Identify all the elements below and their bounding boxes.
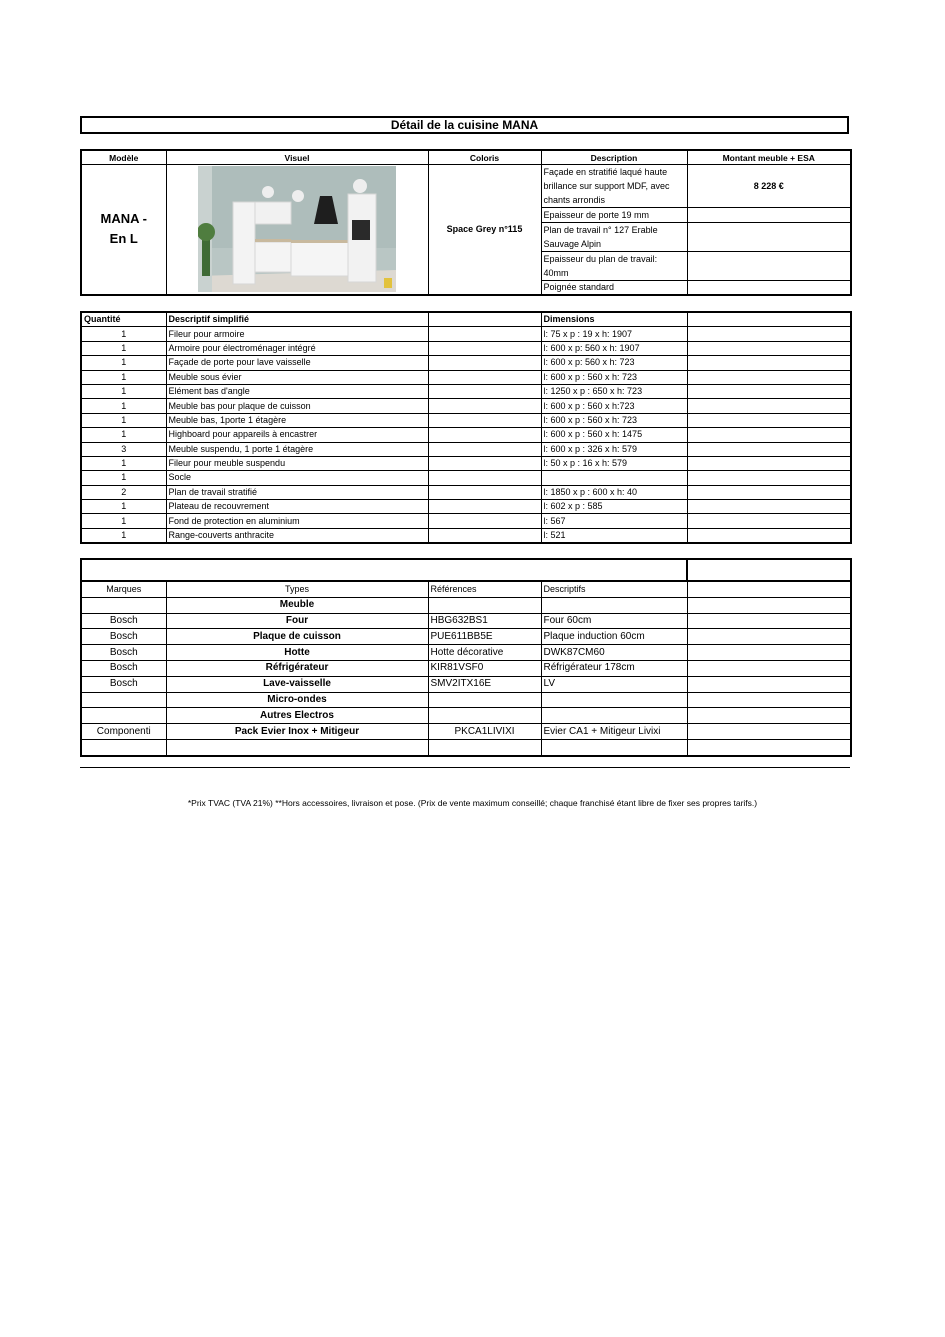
item-blank-2	[687, 370, 851, 384]
kitchen-photo	[198, 166, 396, 292]
kitchen-visual	[166, 165, 428, 295]
item-description: Façade de porte pour lave vaisselle	[166, 356, 428, 370]
appliance-brand	[81, 708, 166, 724]
appliance-brand: Bosch	[81, 660, 166, 676]
appliance-reference	[428, 692, 541, 708]
item-row	[81, 370, 851, 384]
description-2: Epaisseur de porte 19 mm	[541, 208, 687, 223]
appliance-type: Four	[166, 613, 428, 629]
appliance-descriptif: Four 60cm	[541, 613, 687, 629]
item-blank-2	[687, 500, 851, 514]
item-description: Meuble bas pour plaque de cuisson	[166, 399, 428, 413]
appliance-reference: PKCA1LIVIXI	[428, 724, 541, 740]
item-row	[81, 399, 851, 413]
item-row	[81, 528, 851, 543]
appliance-reference	[428, 739, 541, 755]
item-row	[81, 500, 851, 514]
item-description: Fileur pour meuble suspendu	[166, 456, 428, 470]
item-description: Fond de protection en aluminium	[166, 514, 428, 528]
item-quantity: 1	[81, 356, 166, 370]
item-blank	[428, 500, 541, 514]
appliance-row	[81, 629, 851, 645]
description-4: Epaisseur du plan de travail: 40mm	[541, 252, 687, 281]
items-table	[80, 311, 852, 544]
item-blank	[428, 384, 541, 398]
appliances-body	[81, 597, 851, 755]
appliance-type: Plaque de cuisson	[166, 629, 428, 645]
appliance-row	[81, 692, 851, 708]
item-row	[81, 327, 851, 341]
item-description: Range-couverts anthracite	[166, 528, 428, 543]
item-quantity: 1	[81, 413, 166, 427]
item-row	[81, 442, 851, 456]
footnote: *Prix TVAC (TVA 21%) **Hors accessoires, livraison et pose. (Prix de vente maximum conseillé; chaque franchisé étant libre de fixer ses propres tarifs.)	[187, 798, 758, 808]
appliance-descriptif	[541, 597, 687, 613]
price-empty-4	[687, 252, 851, 281]
appliance-type: Lave-vaisselle	[166, 676, 428, 692]
item-description: Armoire pour électroménager intégré	[166, 341, 428, 355]
appliance-type: Pack Evier Inox + Mitigeur	[166, 724, 428, 740]
appliance-blank	[687, 629, 851, 645]
item-blank	[428, 514, 541, 528]
appliance-blank	[687, 660, 851, 676]
item-row	[81, 384, 851, 398]
appliance-descriptif: DWK87CM60	[541, 645, 687, 661]
header-visual: Visuel	[166, 150, 428, 165]
appliance-reference	[428, 597, 541, 613]
appliance-descriptif: Evier CA1 + Mitigeur Livixi	[541, 724, 687, 740]
item-row	[81, 471, 851, 485]
header-dimensions: Dimensions	[541, 312, 687, 327]
appliance-brand: Bosch	[81, 613, 166, 629]
item-description: Plan de travail stratifié	[166, 485, 428, 499]
item-description: Meuble suspendu, 1 porte 1 étagère	[166, 442, 428, 456]
item-quantity: 1	[81, 500, 166, 514]
appliance-row	[81, 708, 851, 724]
model-line-2: En L	[109, 231, 138, 247]
item-quantity: 1	[81, 456, 166, 470]
item-blank	[428, 528, 541, 543]
appliance-reference: HBG632BS1	[428, 613, 541, 629]
appliance-blank	[687, 645, 851, 661]
item-quantity: 1	[81, 399, 166, 413]
item-blank	[428, 428, 541, 442]
appliance-type: Micro-ondes	[166, 692, 428, 708]
item-dimensions: l: 521	[541, 528, 687, 543]
item-blank	[428, 471, 541, 485]
item-dimensions: l: 600 x p : 560 x h: 723	[541, 370, 687, 384]
price-value: 8 228 €	[687, 165, 851, 208]
item-blank-2	[687, 442, 851, 456]
header-color: Coloris	[428, 150, 541, 165]
item-dimensions: l: 50 x p : 16 x h: 579	[541, 456, 687, 470]
item-blank-2	[687, 384, 851, 398]
header-short-description: Descriptif simplifié	[166, 312, 428, 327]
item-blank	[428, 413, 541, 427]
appliance-type: Hotte	[166, 645, 428, 661]
header-price: Montant meuble + ESA	[687, 150, 851, 165]
item-quantity: 1	[81, 327, 166, 341]
item-blank	[428, 456, 541, 470]
item-quantity: 1	[81, 341, 166, 355]
header-blank-2	[687, 312, 851, 327]
appliance-reference: SMV2ITX16E	[428, 676, 541, 692]
appliance-blank	[687, 676, 851, 692]
item-quantity: 1	[81, 428, 166, 442]
appliance-type: Meuble	[166, 597, 428, 613]
item-description: Plateau de recouvrement	[166, 500, 428, 514]
item-blank-2	[687, 399, 851, 413]
appliance-brand: Bosch	[81, 645, 166, 661]
header-type: Types	[166, 581, 428, 597]
appliance-brand: Componenti	[81, 724, 166, 740]
appliance-reference: KIR81VSF0	[428, 660, 541, 676]
appliance-reference: PUE611BB5E	[428, 629, 541, 645]
appliance-row	[81, 613, 851, 629]
item-description: Elément bas d'angle	[166, 384, 428, 398]
item-blank-2	[687, 485, 851, 499]
model-name	[81, 165, 166, 295]
item-blank	[428, 356, 541, 370]
price-empty-3	[687, 223, 851, 252]
item-row	[81, 413, 851, 427]
appliances-banner	[81, 559, 687, 581]
appliance-descriptif	[541, 739, 687, 755]
item-dimensions: l: 600 x p : 326 x h: 579	[541, 442, 687, 456]
item-description: Meuble sous évier	[166, 370, 428, 384]
appliance-type: Autres Electros	[166, 708, 428, 724]
page-title: Détail de la cuisine MANA	[80, 116, 849, 134]
item-dimensions: l: 600 x p : 560 x h: 1475	[541, 428, 687, 442]
appliance-blank	[687, 724, 851, 740]
appliance-brand	[81, 597, 166, 613]
appliance-row	[81, 660, 851, 676]
divider	[80, 767, 850, 768]
item-blank	[428, 327, 541, 341]
item-blank-2	[687, 413, 851, 427]
description-5: Poignée standard	[541, 281, 687, 295]
appliance-row	[81, 597, 851, 613]
header-reference: Références	[428, 581, 541, 597]
description-1: Façade en stratifié laqué haute brillance sur support MDF, avec chants arrondis	[541, 165, 687, 208]
summary-table	[80, 149, 852, 296]
item-dimensions: l: 75 x p : 19 x h: 1907	[541, 327, 687, 341]
item-description: Socle	[166, 471, 428, 485]
item-quantity: 1	[81, 528, 166, 543]
item-blank	[428, 485, 541, 499]
appliance-row	[81, 739, 851, 755]
item-blank	[428, 370, 541, 384]
appliance-row	[81, 724, 851, 740]
item-dimensions: l: 1250 x p : 650 x h: 723	[541, 384, 687, 398]
item-quantity: 3	[81, 442, 166, 456]
item-row	[81, 341, 851, 355]
appliance-type	[166, 739, 428, 755]
price-empty-5	[687, 281, 851, 295]
item-blank	[428, 442, 541, 456]
item-blank-2	[687, 456, 851, 470]
appliance-reference	[428, 708, 541, 724]
item-blank-2	[687, 356, 851, 370]
appliance-reference: Hotte décorative	[428, 645, 541, 661]
item-dimensions: l: 600 x p: 560 x h: 723	[541, 356, 687, 370]
price-empty-2	[687, 208, 851, 223]
appliance-brand: Bosch	[81, 629, 166, 645]
header-brand: Marques	[81, 581, 166, 597]
item-row	[81, 428, 851, 442]
item-dimensions: l: 600 x p : 560 x h: 723	[541, 413, 687, 427]
appliance-blank	[687, 739, 851, 755]
header-description: Description	[541, 150, 687, 165]
appliance-blank	[687, 708, 851, 724]
item-description: Highboard pour appareils à encastrer	[166, 428, 428, 442]
item-quantity: 1	[81, 370, 166, 384]
appliance-brand	[81, 739, 166, 755]
item-blank-2	[687, 471, 851, 485]
appliance-row	[81, 645, 851, 661]
items-body	[81, 327, 851, 543]
appliances-table	[80, 558, 852, 757]
appliance-brand	[81, 692, 166, 708]
item-quantity: 1	[81, 384, 166, 398]
model-line-1: MANA -	[100, 211, 147, 227]
appliance-row	[81, 676, 851, 692]
item-blank-2	[687, 528, 851, 543]
item-description: Meuble bas, 1porte 1 étagère	[166, 413, 428, 427]
header-model: Modèle	[81, 150, 166, 165]
appliance-blank	[687, 613, 851, 629]
appliance-descriptif: LV	[541, 676, 687, 692]
item-quantity: 1	[81, 514, 166, 528]
appliance-brand: Bosch	[81, 676, 166, 692]
item-dimensions: l: 600 x p: 560 x h: 1907	[541, 341, 687, 355]
item-blank-2	[687, 428, 851, 442]
item-blank-2	[687, 514, 851, 528]
item-blank-2	[687, 341, 851, 355]
item-dimensions: l: 602 x p : 585	[541, 500, 687, 514]
appliance-blank	[687, 597, 851, 613]
appliance-descriptif: Réfrigérateur 178cm	[541, 660, 687, 676]
header-descriptif: Descriptifs	[541, 581, 687, 597]
header-blank	[428, 312, 541, 327]
appliance-descriptif	[541, 692, 687, 708]
item-blank	[428, 341, 541, 355]
item-description: Fileur pour armoire	[166, 327, 428, 341]
item-row	[81, 514, 851, 528]
item-dimensions: l: 600 x p : 560 x h:723	[541, 399, 687, 413]
appliance-descriptif	[541, 708, 687, 724]
color-value: Space Grey n°115	[428, 165, 541, 295]
item-blank	[428, 399, 541, 413]
item-dimensions: l: 567	[541, 514, 687, 528]
item-quantity: 2	[81, 485, 166, 499]
header-blank-3	[687, 581, 851, 597]
item-dimensions	[541, 471, 687, 485]
appliances-banner-right	[687, 559, 851, 581]
item-row	[81, 356, 851, 370]
item-blank-2	[687, 327, 851, 341]
item-row	[81, 456, 851, 470]
item-row	[81, 485, 851, 499]
appliance-type: Réfrigérateur	[166, 660, 428, 676]
item-dimensions: l: 1850 x p : 600 x h: 40	[541, 485, 687, 499]
description-3: Plan de travail n° 127 Erable Sauvage Alpin	[541, 223, 687, 252]
appliance-descriptif: Plaque induction 60cm	[541, 629, 687, 645]
header-quantity: Quantité	[81, 312, 166, 327]
appliance-blank	[687, 692, 851, 708]
item-quantity: 1	[81, 471, 166, 485]
